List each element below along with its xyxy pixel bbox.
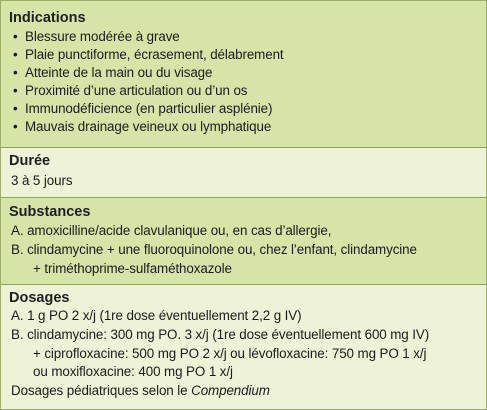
duree-title: Durée <box>9 153 51 169</box>
indication-item: • Atteinte de la main ou du visage <box>13 65 213 80</box>
indication-item: • Blessure modérée à grave <box>13 29 180 44</box>
section-divider <box>1 284 486 285</box>
substance-line: + triméthoprime-sulfaméthoxazole <box>33 261 232 276</box>
dosage-line: B. clindamycine: 300 mg PO. 3 x/j (1re dose éventuellement 600 mg IV) <box>11 327 430 342</box>
indication-item: • Proximité d’une articulation ou d’un os <box>13 83 248 98</box>
dosage-line: + ciprofloxacine: 500 mg PO 2 x/j ou lévofloxacine: 750 mg PO 1 x/j <box>33 346 427 361</box>
dosages-title: Dosages <box>9 290 70 306</box>
substance-line: B. clindamycine + une fluoroquinolone ou, chez l’enfant, clindamycine <box>11 242 417 257</box>
dosage-line: A. 1 g PO 2 x/j (1re dose éventuellement 2,2 g IV) <box>11 308 302 323</box>
indication-item: • Immunodéficience (en particulier asplénie) <box>13 101 273 116</box>
duree-text: 3 à 5 jours <box>11 173 73 188</box>
substances-title: Substances <box>9 204 91 220</box>
substance-line: A. amoxicilline/acide clavulanique ou, en cas d’allergie, <box>11 223 332 238</box>
section-divider <box>1 147 486 148</box>
indication-item: • Plaie punctiforme, écrasement, délabrement <box>13 47 284 62</box>
indication-item: • Mauvais drainage veineux ou lymphatique <box>13 119 272 134</box>
dosage-line: ou moxifloxacine: 400 mg PO 1 x/j <box>33 364 233 379</box>
dosage-footer: Dosages pédiatriques selon le Compendium <box>11 383 270 398</box>
indications-title: Indications <box>9 10 86 26</box>
